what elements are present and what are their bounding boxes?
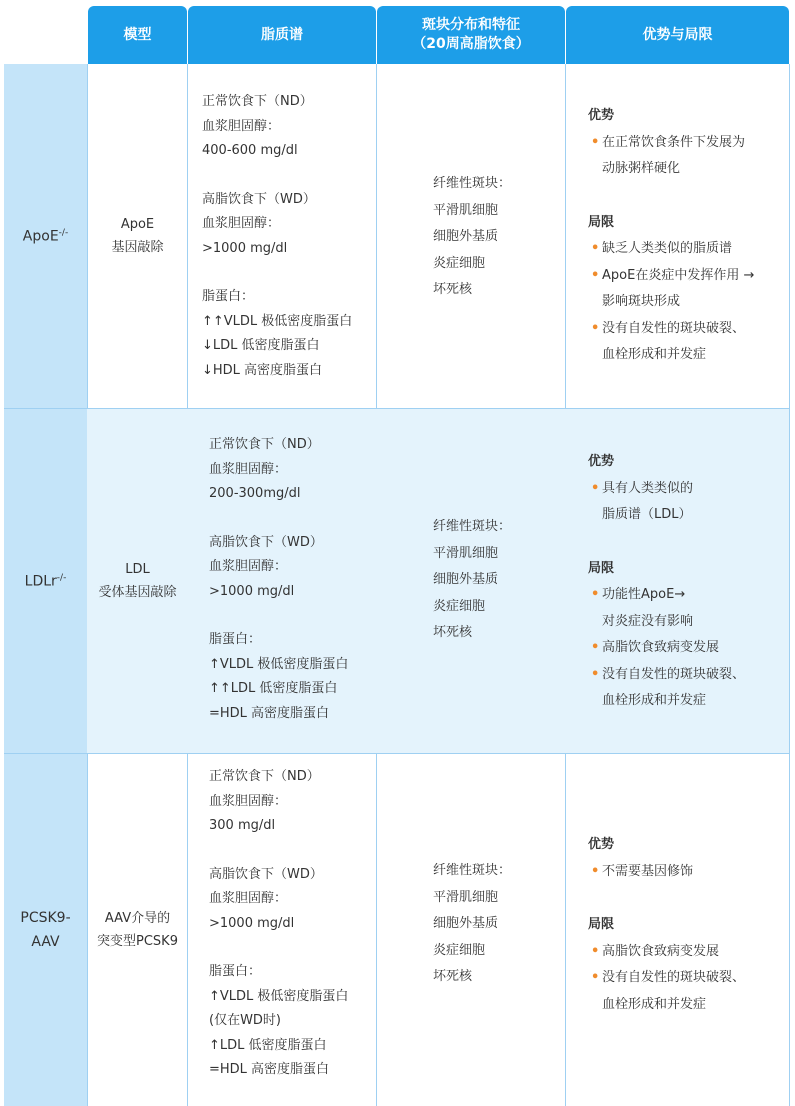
header-plaque-line1: 斑块分布和特征	[422, 17, 520, 33]
plaque-line: 细胞外基质	[433, 229, 499, 244]
lipid-line: 血浆胆固醇：	[209, 793, 288, 809]
lipid-line: 高脂饮食下（WD）	[209, 866, 323, 882]
plaque-line: 坏死核	[433, 625, 473, 640]
cons-item: • ApoE在炎症中发挥作用 →	[588, 263, 789, 290]
cons-item: • 功能性ApoE→	[588, 582, 789, 609]
lipid-line: 正常饮食下（ND）	[202, 94, 313, 109]
header-pros-cons	[566, 6, 789, 64]
plaque-cell	[377, 409, 565, 753]
lipid-line: 200-300mg/dl	[209, 486, 301, 501]
plaque-line: 平滑肌细胞	[433, 889, 499, 905]
lipid-line: 血浆胆固醇：	[209, 891, 288, 906]
cons-item-cont: 血栓形成和并发症	[602, 693, 707, 708]
model-desc-line: AAV介导的	[104, 911, 171, 926]
lipid-line: 血浆胆固醇：	[202, 118, 281, 134]
model-name: ApoE-/-	[22, 227, 69, 245]
plaque-line: 细胞外基质	[433, 572, 499, 587]
cons-title: 局限	[588, 214, 615, 230]
model-name: PCSK9-	[20, 910, 71, 926]
cons-item: • 高脂饮食致病变发展	[588, 635, 789, 662]
lipid-line: 血浆胆固醇：	[209, 559, 288, 574]
table-row-pcsk9	[4, 754, 789, 1106]
cons-item: • 缺乏人类类似的脂质谱	[588, 236, 789, 263]
lipid-line: ↑VLDL 极低密度脂蛋白	[209, 988, 349, 1004]
lipid-line: 血浆胆固醇：	[209, 461, 288, 477]
pros-title: 优势	[588, 108, 615, 123]
cons-item: • 没有自发性的斑块破裂、	[588, 316, 789, 343]
lipid-line: 高脂饮食下（WD）	[209, 534, 323, 550]
lipid-cell	[188, 64, 376, 408]
pros-item: • 不需要基因修饰	[588, 859, 789, 886]
header-model	[88, 6, 187, 64]
cons-item: • 没有自发性的斑块破裂、	[588, 965, 789, 992]
pros-item-cont: 动脉粥样硬化	[602, 161, 681, 176]
model-desc-cell	[88, 409, 187, 753]
lipid-line: ↓HDL 高密度脂蛋白	[202, 362, 323, 378]
plaque-line: 炎症细胞	[433, 255, 486, 271]
plaque-line: 坏死核	[433, 282, 473, 297]
lipid-line: >1000 mg/dl	[202, 240, 288, 256]
lipid-line: 脂蛋白：	[209, 632, 262, 647]
cons-title: 局限	[588, 560, 615, 576]
pros-cons-cell	[566, 409, 789, 753]
plaque-line: 纤维性斑块：	[433, 863, 512, 878]
plaque-line: 纤维性斑块：	[433, 176, 512, 191]
plaque-line: 平滑肌细胞	[433, 545, 499, 561]
lipid-line: ↑↑LDL 低密度脂蛋白	[209, 681, 338, 696]
lipid-line: ↑LDL 低密度脂蛋白	[209, 1037, 327, 1053]
lipid-line: ↓LDL 低密度脂蛋白	[202, 338, 320, 353]
model-name: LDLr-/-	[24, 572, 67, 590]
pros-cons-cell	[566, 64, 789, 408]
model-desc-cell	[88, 754, 187, 1106]
lipid-line: >1000 mg/dl	[209, 915, 295, 931]
model-desc-line: LDL	[125, 562, 150, 577]
cons-item-cont: 对炎症没有影响	[602, 613, 694, 629]
lipid-line: (仅在WD时)	[209, 1013, 282, 1028]
pros-item: • 在正常饮食条件下发展为	[588, 130, 789, 157]
header-lipid-label: 脂质谱	[261, 26, 303, 43]
cons-item-cont: 影响斑块形成	[602, 294, 681, 309]
lipid-cell	[188, 409, 376, 753]
lipid-line: 400-600 mg/dl	[202, 143, 298, 158]
plaque-line: 平滑肌细胞	[433, 202, 499, 218]
model-desc-line: ApoE	[120, 217, 155, 232]
pros-cons-cell	[566, 754, 789, 1106]
model-desc-line: 基因敲除	[111, 240, 164, 255]
lipid-line: ↑VLDL 极低密度脂蛋白	[209, 656, 349, 672]
pros-title: 优势	[588, 837, 615, 852]
model-desc-line: 突变型PCSK9	[97, 934, 178, 949]
lipid-cell	[188, 754, 376, 1106]
cons-item-cont: 血栓形成和并发症	[602, 347, 707, 362]
plaque-line: 细胞外基质	[433, 916, 499, 931]
lipid-line: 血浆胆固醇：	[202, 216, 281, 231]
pros-title: 优势	[588, 454, 615, 469]
divider	[789, 64, 790, 1106]
header-plaque-line2: （20周高脂饮食）	[412, 36, 530, 52]
cons-item-cont: 血栓形成和并发症	[602, 996, 707, 1012]
lipid-line: >1000 mg/dl	[209, 583, 295, 599]
header-lipid	[188, 6, 376, 64]
plaque-line: 坏死核	[433, 969, 473, 984]
header-plaque	[377, 6, 565, 64]
model-name-cell	[4, 409, 87, 753]
lipid-line: 脂蛋白：	[209, 964, 262, 979]
model-name: AAV	[31, 934, 60, 950]
cons-item: • 高脂饮食致病变发展	[588, 939, 789, 966]
pros-item: • 具有人类类似的	[588, 476, 789, 503]
pros-item-cont: 脂质谱（LDL）	[602, 507, 692, 522]
model-name-cell	[4, 754, 87, 1106]
lipid-line: =HDL 高密度脂蛋白	[209, 1062, 330, 1077]
lipid-line: 脂蛋白：	[202, 289, 255, 304]
cons-title: 局限	[588, 917, 615, 932]
model-desc-cell	[88, 64, 187, 408]
plaque-line: 炎症细胞	[433, 598, 486, 614]
lipid-line: 300 mg/dl	[209, 818, 276, 833]
lipid-line: =HDL 高密度脂蛋白	[209, 705, 330, 721]
header-pros-cons-label: 优势与局限	[642, 26, 713, 43]
lipid-line: 高脂饮食下（WD）	[202, 191, 316, 207]
plaque-cell	[377, 64, 565, 408]
lipid-line: ↑↑VLDL 极低密度脂蛋白	[202, 313, 353, 329]
lipid-line: 正常饮食下（ND）	[209, 437, 320, 452]
plaque-line: 炎症细胞	[433, 942, 486, 958]
plaque-cell	[377, 754, 565, 1106]
table-row-apoe	[4, 64, 789, 408]
model-desc-line: 受体基因敲除	[98, 585, 177, 600]
plaque-line: 纤维性斑块：	[433, 519, 512, 534]
cons-item: • 没有自发性的斑块破裂、	[588, 662, 789, 689]
lipid-line: 正常饮食下（ND）	[209, 769, 320, 784]
model-name-cell	[4, 64, 87, 408]
header-model-label: 模型	[123, 26, 152, 43]
table-row-ldlr	[4, 409, 789, 753]
